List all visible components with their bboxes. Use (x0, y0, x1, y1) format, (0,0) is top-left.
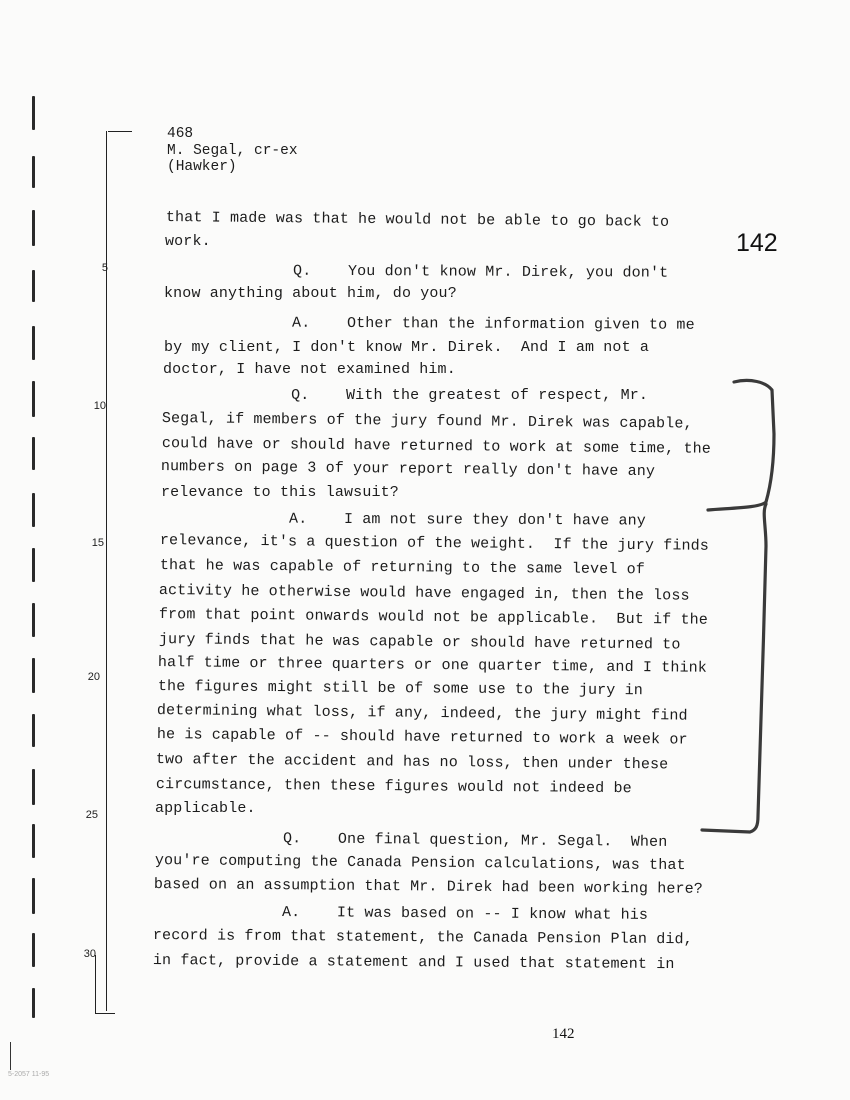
transcript-line: determining what loss, if any, indeed, the jury might find (156, 702, 688, 725)
transcript-line: Segal, if members of the jury found Mr. Direk was capable, (161, 410, 693, 433)
transcript-line: from that point onwards would not be applicable. But if the (158, 606, 709, 629)
transcript-line: A. I am not sure they don't have any (160, 510, 647, 530)
line-number-10: 10 (93, 400, 106, 412)
transcript-line: A. It was based on -- I know what his (153, 903, 649, 924)
transcript-line: that I made was that he would not be able to go back to (165, 209, 670, 231)
transcript-header (167, 126, 298, 176)
transcript-line: record is from that statement, the Canada Pension Plan did, (152, 927, 693, 949)
transcript-line: Q. With the greatest of respect, Mr. (163, 387, 649, 404)
line-number-20: 20 (87, 671, 100, 683)
transcript-line: know anything about him, do you? (164, 285, 457, 302)
transcript-line: circumstance, then these figures would not indeed be (155, 776, 632, 798)
line-number-30: 30 (83, 948, 96, 960)
line-number-5: 5 (101, 262, 108, 274)
transcript-line: half time or three quarters or one quarter time, and I think (157, 654, 708, 677)
handwritten-bracket (700, 376, 780, 846)
margin-frame-top (108, 131, 132, 132)
transcript-line: he is capable of -- should have returned to work a week or (156, 726, 688, 749)
transcript-line: that he was capable of returning to the same level of (159, 557, 646, 579)
transcript-line: based on an assumption that Mr. Direk had been working here? (153, 876, 704, 898)
transcript-line: the figures might still be of some use to the jury in (157, 678, 644, 700)
header-witness: M. Segal, cr-ex (167, 142, 298, 159)
transcript-line: you're computing the Canada Pension calculations, was that (154, 852, 686, 875)
transcript-line: applicable. (155, 800, 256, 817)
transcript-line: Q. One final question, Mr. Segal. When (154, 829, 668, 851)
transcript-line: Q. You don't know Mr. Direk, you don't (164, 262, 669, 282)
transcript-line: relevance to this lawsuit? (161, 484, 399, 501)
margin-frame-left-lower (95, 955, 96, 1013)
line-number-25: 25 (85, 809, 98, 821)
page-stamp-number: 142 (736, 229, 778, 257)
transcript-line: A. Other than the information given to me (163, 314, 695, 334)
scan-code: 5-2057 11-95 (8, 1071, 50, 1078)
margin-frame-bottom (95, 1013, 115, 1014)
transcript-line: numbers on page 3 of your report really don't have any (160, 458, 656, 481)
transcript-line: by my client, I don't know Mr. Direk. And I am not a (164, 339, 650, 356)
line-number-15: 15 (91, 537, 104, 549)
transcript-line: work. (165, 233, 211, 250)
transcript-line: could have or should have returned to work at some time, the (161, 435, 712, 458)
binding-hole-marks (0, 0, 60, 1100)
transcript-line: jury finds that he was capable or should have returned to (158, 631, 681, 654)
header-page-number: 468 (167, 126, 194, 142)
footer-page-number: 142 (552, 1026, 575, 1042)
transcript-line: relevance, it's a question of the weight. If the jury finds (159, 532, 710, 555)
transcript-line: activity he otherwise would have engaged in, then the loss (158, 582, 690, 605)
transcript-line: two after the accident and has no loss, then under these (155, 751, 669, 774)
transcript-line: doctor, I have not examined him. (163, 361, 456, 378)
header-examiner: (Hawker) (167, 159, 237, 175)
corner-mark (10, 1042, 11, 1070)
transcript-line: in fact, provide a statement and I used that statement in (152, 952, 675, 974)
